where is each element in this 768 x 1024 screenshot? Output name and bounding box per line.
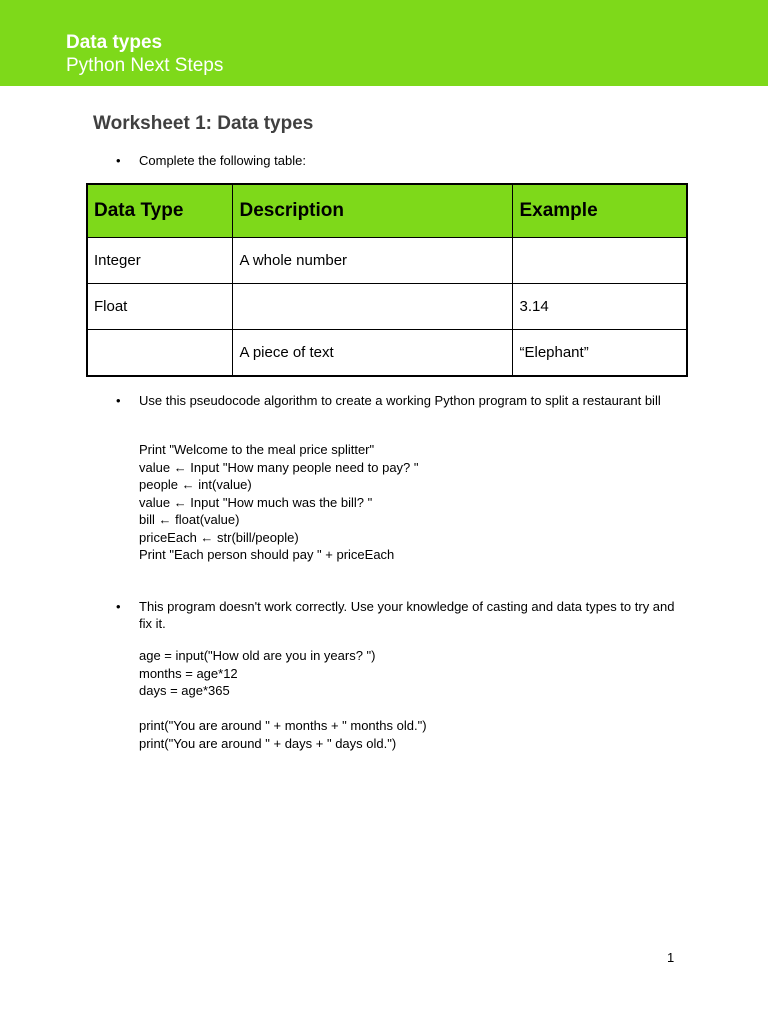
code-line: months = age*12 — [139, 665, 238, 681]
table-cell: A whole number — [233, 238, 513, 284]
page-header — [0, 0, 768, 86]
worksheet-title: Worksheet 1: Data types — [93, 113, 314, 134]
bullet-icon: • — [116, 393, 121, 408]
table-cell: Float — [87, 284, 233, 330]
code-line: print("You are around " + months + " months old.") — [139, 718, 427, 733]
bullet-text: Complete the following table: — [139, 153, 306, 168]
table-cell: Integer — [87, 238, 233, 284]
code-line: days = age*365 — [139, 683, 230, 698]
bullet-icon: • — [116, 153, 121, 168]
pseudocode-line: bill ← float(value) — [139, 512, 240, 527]
table-row — [87, 330, 687, 377]
table-row — [87, 238, 687, 284]
bullet-icon: • — [116, 599, 121, 614]
table-row — [87, 284, 687, 330]
table-header-row — [87, 184, 687, 238]
table-header-cell: Description — [233, 184, 513, 238]
bullet-text: This program doesn't work correctly. Use your knowledge of casting and data types to try and fix it. — [139, 599, 675, 631]
pseudocode-block — [139, 441, 699, 564]
data-types-table — [86, 183, 688, 377]
code-line: age = input("How old are you in years? ") — [139, 648, 376, 663]
pseudocode-line: value ← Input "How many people need to pay? " — [139, 459, 419, 475]
table-cell — [513, 238, 687, 284]
page-number: 1 — [667, 950, 675, 965]
pseudocode-line: Print "Each person should pay " + priceEach — [139, 547, 395, 562]
table-header-cell: Example — [513, 184, 687, 238]
header-title: Data types — [66, 32, 163, 53]
table-cell: “Elephant” — [513, 330, 687, 377]
table-header-cell: Data Type — [87, 184, 233, 238]
header-subtitle: Python Next Steps — [66, 55, 224, 76]
table-cell: A piece of text — [233, 330, 513, 377]
pseudocode-line: Print "Welcome to the meal price splitter" — [139, 442, 375, 457]
code-line: print("You are around " + days + " days old.") — [139, 735, 397, 751]
code-block — [139, 647, 699, 752]
code-line — [139, 700, 699, 718]
pseudocode-line: priceEach ← str(bill/people) — [139, 529, 299, 545]
bullet-text: Use this pseudocode algorithm to create a working Python program to split a restaurant bill — [139, 393, 661, 408]
pseudocode-line: value ← Input "How much was the bill? " — [139, 494, 373, 510]
pseudocode-line: people ← int(value) — [139, 477, 252, 492]
table-cell: 3.14 — [513, 284, 687, 330]
table-cell — [87, 330, 233, 377]
table-cell — [233, 284, 513, 330]
